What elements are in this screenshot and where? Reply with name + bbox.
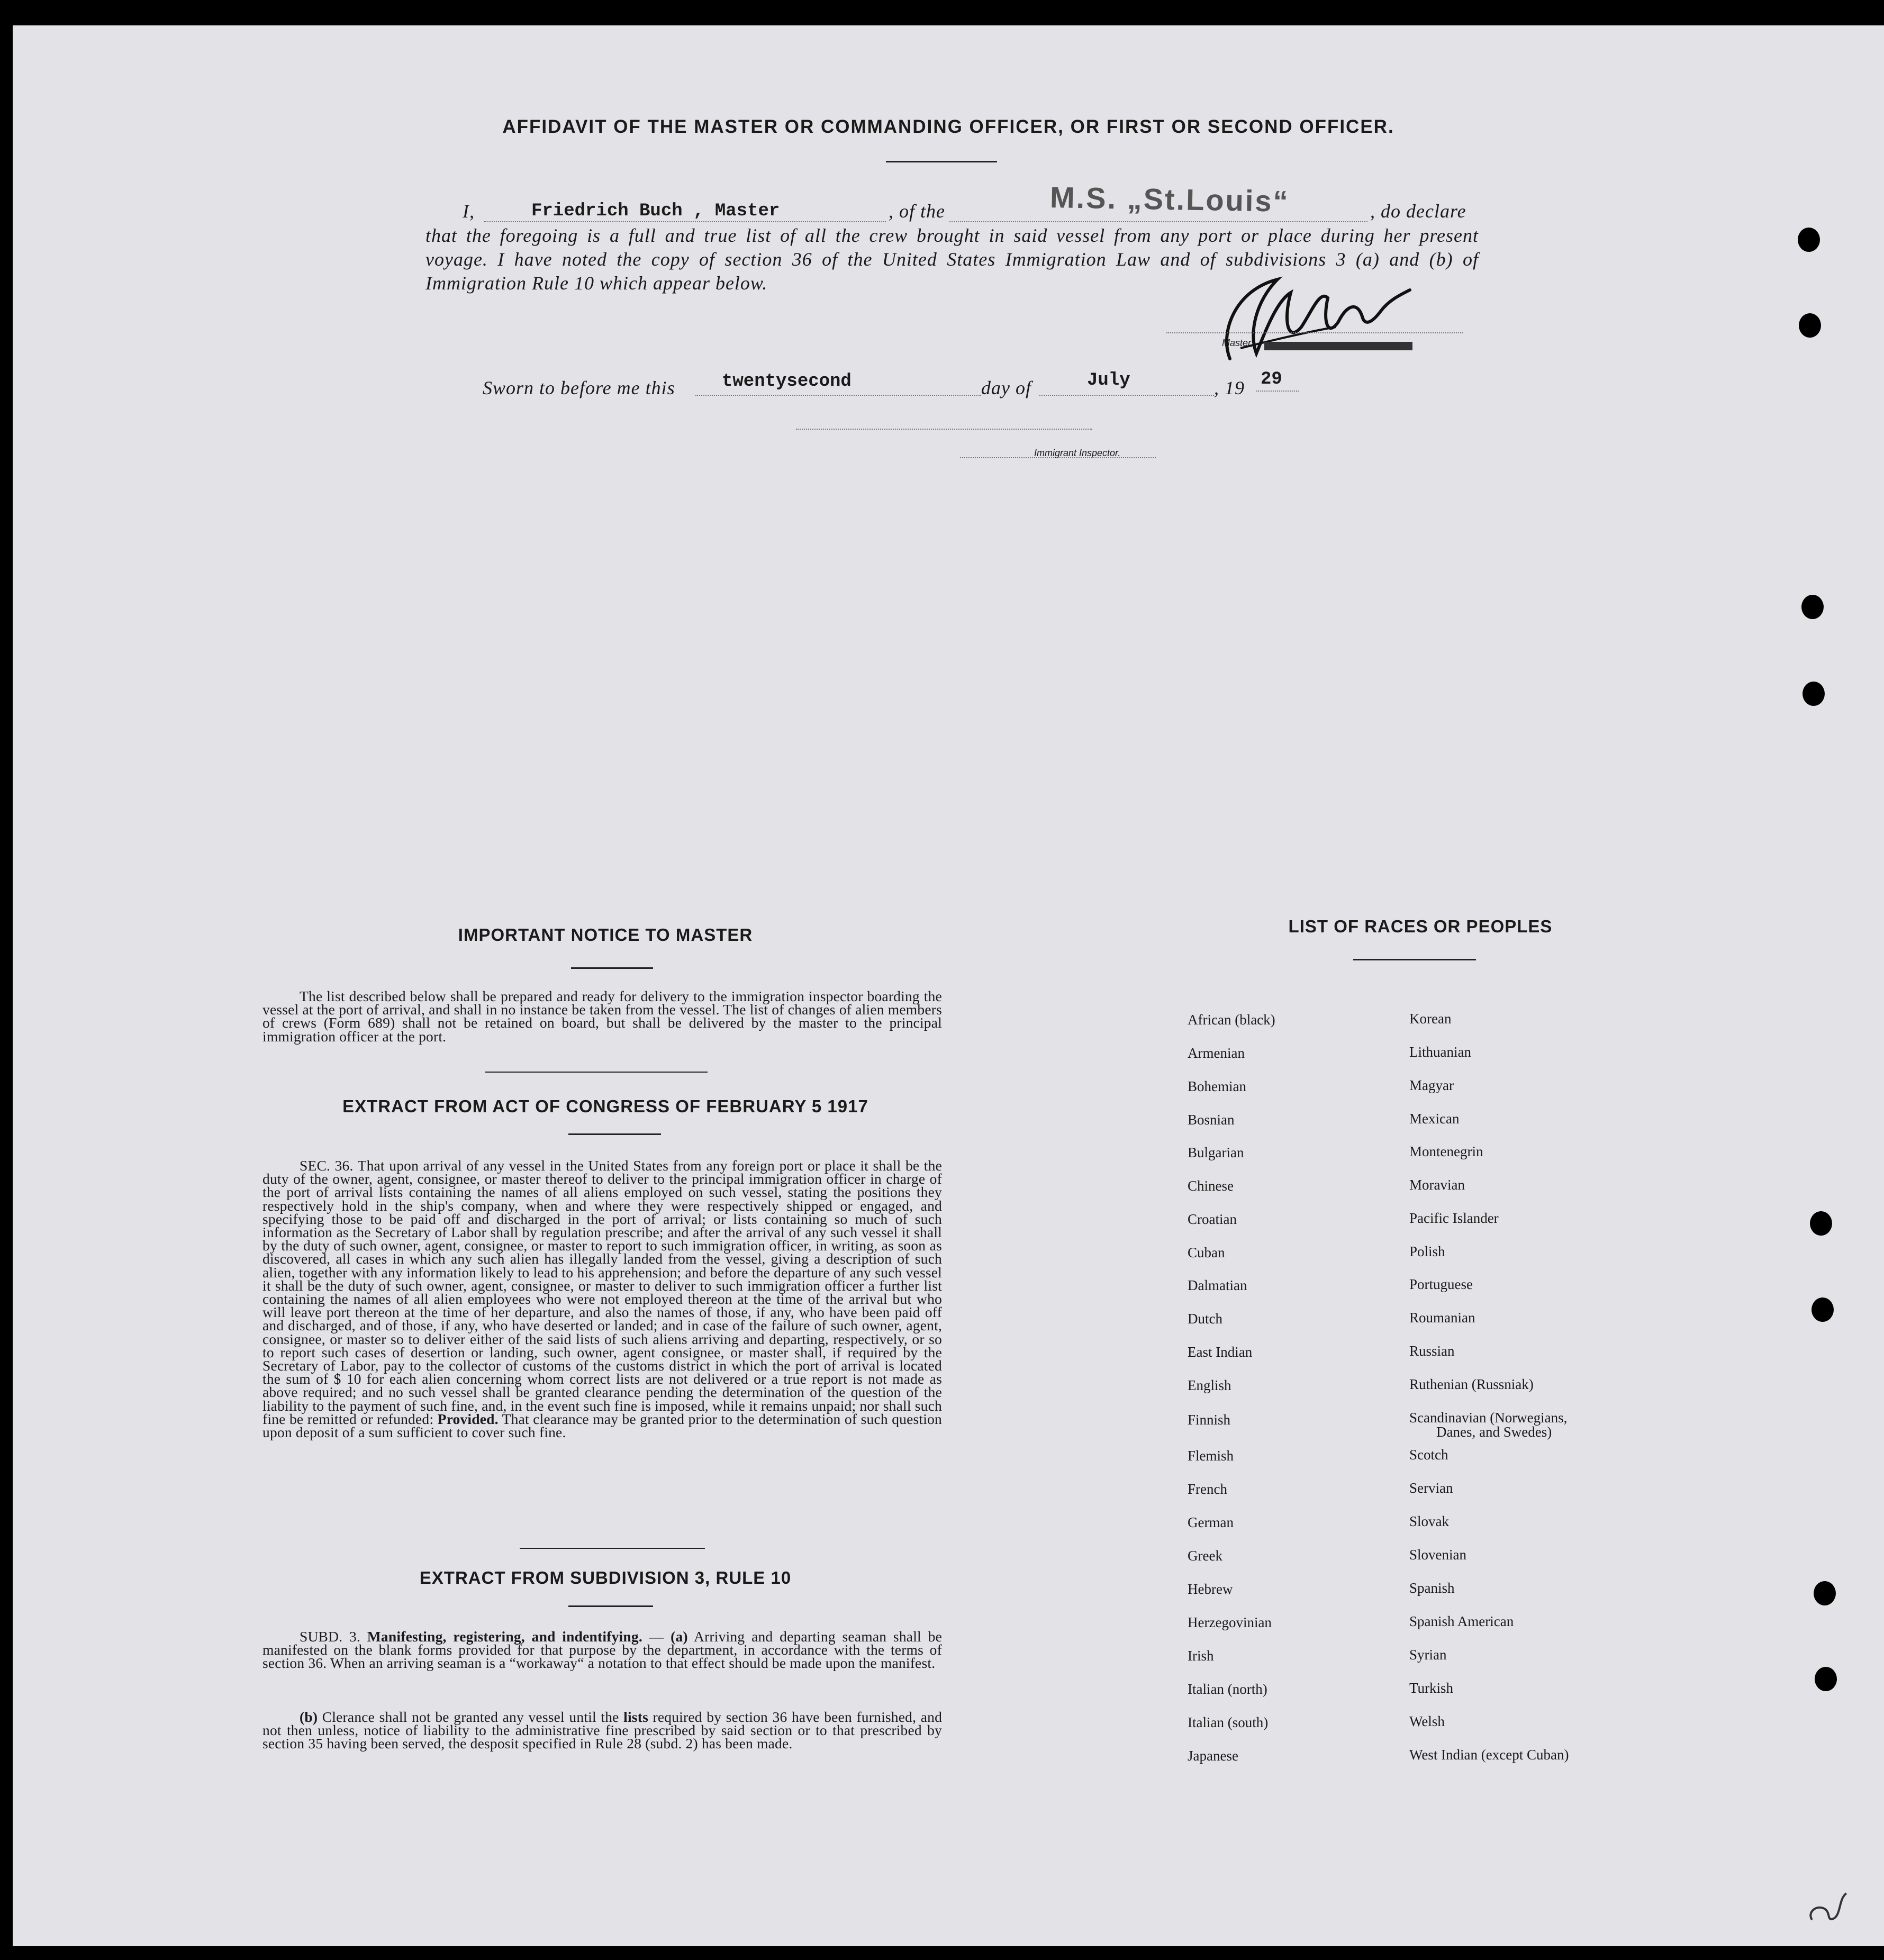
race-item: Danes, and Swedes) (1436, 1424, 1552, 1440)
race-item: Scandinavian (Norwegians, (1409, 1410, 1568, 1426)
race-item: Bohemian (1188, 1078, 1246, 1094)
race-item: Irish (1188, 1648, 1214, 1664)
binder-hole (1815, 1667, 1837, 1691)
sworn-month: July (1087, 370, 1130, 391)
i-label: I, (463, 201, 475, 222)
race-item: Roumanian (1409, 1310, 1475, 1326)
master-title-struck (1264, 342, 1412, 350)
race-item: Flemish (1188, 1448, 1234, 1464)
do-declare-label: , do declare (1370, 201, 1466, 222)
sworn-day-line (695, 395, 981, 396)
rule-text-a (262, 1630, 942, 1670)
sworn-day: twentysecond (722, 371, 852, 392)
subd-heading: Manifesting, registering, and indentifying. (367, 1628, 642, 1645)
race-item: Welsh (1409, 1713, 1445, 1729)
page-mark (1801, 1888, 1854, 1930)
sworn-label: Sworn to before me this (483, 377, 675, 398)
subd-a-text: Arriving and departing seaman shall be manifested on the blank forms provided for that purpose by the department, in accordance with the terms of section 36. When an arriving seaman is a “workaway“ a notation to that effect should be made upon the manifest. (262, 1628, 942, 1672)
race-item: German (1188, 1514, 1234, 1530)
race-item: Dalmatian (1188, 1277, 1247, 1293)
subd-b-text-2: required by section 36 have been furnished, and not then unless, notice of liability to the administrative fine prescribed by said section or to that prescribed by section 35 having been served, the desposit specified in Rule 28 (subd. 2) has been made. (262, 1709, 943, 1752)
notice-rule-2 (485, 1072, 708, 1073)
race-item: Polish (1409, 1244, 1445, 1259)
year-line (1256, 391, 1299, 392)
affidavit-line-3: voyage. I have noted the copy of section 36 of the United States Immigration Law and of subdivisions 3 (a) and (b) of (425, 249, 1479, 270)
subd-a-label: (a) (671, 1628, 688, 1645)
master-name-line (484, 221, 886, 222)
race-item: Servian (1409, 1480, 1453, 1496)
race-item: Chinese (1188, 1178, 1234, 1194)
race-item: Italian (south) (1188, 1714, 1269, 1730)
document-page (13, 25, 1884, 1946)
race-item: Korean (1409, 1011, 1452, 1027)
race-item: Bulgarian (1188, 1145, 1244, 1160)
race-item: Syrian (1409, 1647, 1447, 1663)
binder-hole (1810, 1211, 1832, 1236)
race-item: Pacific Islander (1409, 1210, 1499, 1226)
race-item: Portuguese (1409, 1276, 1473, 1292)
races-rule (1353, 959, 1476, 960)
rule-title-rule (568, 1605, 653, 1607)
sworn-month-line (1039, 395, 1214, 396)
race-item: Slovenian (1409, 1547, 1466, 1563)
race-item: Spanish American (1409, 1613, 1514, 1629)
affidavit-title: AFFIDAVIT OF THE MASTER OR COMMANDING OFFICER, OR FIRST OR SECOND OFFICER. (502, 116, 1394, 137)
binder-hole (1814, 1581, 1836, 1605)
vessel-stamp: M.S. „St.Louis“ (1049, 180, 1290, 218)
of-the-label: , of the (889, 201, 945, 222)
race-item: African (black) (1188, 1012, 1275, 1028)
race-item: Ruthenian (Russniak) (1409, 1376, 1534, 1392)
race-item: Japanese (1188, 1748, 1238, 1764)
act-text-proviso: Provided. (437, 1410, 499, 1427)
race-item: East Indian (1188, 1344, 1253, 1360)
year-prefix: , 19 (1214, 377, 1245, 398)
act-text-end: That clearance may be granted prior to the determination of such question upon deposit of a sum sufficient to cover such fine. (262, 1410, 942, 1441)
race-item: Scotch (1409, 1447, 1448, 1463)
subd-b-label: (b) (300, 1709, 318, 1725)
act-title: EXTRACT FROM ACT OF CONGRESS OF FEBRUARY 5 1917 (342, 1096, 868, 1116)
race-item: Moravian (1409, 1177, 1465, 1193)
vessel-line (949, 221, 1367, 222)
inspector-line-1 (796, 429, 1092, 430)
race-item: Lithuanian (1409, 1044, 1471, 1060)
race-item: Cuban (1188, 1245, 1225, 1260)
master-name: Friedrich Buch , Master (531, 201, 780, 221)
race-item: Finnish (1188, 1412, 1231, 1428)
notice-rule (571, 967, 653, 969)
race-item: Bosnian (1188, 1112, 1235, 1128)
binder-hole (1799, 313, 1821, 338)
race-item: Spanish (1409, 1580, 1455, 1596)
binder-hole (1801, 595, 1824, 619)
binder-hole (1798, 228, 1820, 252)
race-item: West Indian (except Cuban) (1409, 1747, 1569, 1763)
master-label: Master, (1222, 338, 1254, 348)
subd-label: SUBD. 3. (300, 1628, 361, 1645)
race-item: Hebrew (1188, 1581, 1233, 1597)
inspector-label: Immigrant Inspector. (1034, 448, 1121, 458)
races-title: LIST OF RACES OR PEOPLES (1288, 917, 1553, 936)
race-item: Croatian (1188, 1211, 1237, 1227)
race-item: Mexican (1409, 1111, 1460, 1127)
affidavit-line-2: that the foregoing is a full and true list of all the crew brought in said vessel from any port or place during her present (425, 225, 1479, 246)
act-rule-2 (520, 1548, 705, 1549)
race-item: Slovak (1409, 1513, 1450, 1529)
race-item: Montenegrin (1409, 1144, 1483, 1159)
race-item: Herzegovinian (1188, 1614, 1272, 1630)
day-of-label: day of (981, 377, 1031, 398)
race-item: Magyar (1409, 1077, 1454, 1093)
act-rule (568, 1133, 661, 1135)
race-item: Dutch (1188, 1311, 1222, 1327)
binder-hole (1811, 1297, 1834, 1322)
race-item: French (1188, 1481, 1227, 1497)
signature-line (1166, 332, 1463, 333)
race-item: English (1188, 1377, 1231, 1393)
act-text (262, 1159, 942, 1439)
affidavit-line-4: Immigration Rule 10 which appear below. (425, 273, 768, 294)
rule-text-b (262, 1710, 942, 1750)
title-rule (886, 161, 997, 162)
race-item: Turkish (1409, 1680, 1454, 1696)
notice-text: The list described below shall be prepared and ready for delivery to the immigration inspector boarding the vessel at the port of arrival, and shall in no instance be taken from the vessel. The list of changes of alien members of crews (Form 689) shall not be retained on board, but shall be delivered by the master to the principal immigration officer at the port. (262, 988, 942, 1045)
race-item: Armenian (1188, 1045, 1245, 1061)
subd-b-text-1: Clerance shall not be granted any vessel until the (322, 1709, 619, 1725)
subd-dash: — (642, 1628, 671, 1645)
act-text-main: SEC. 36. That upon arrival of any vessel in the United States from any foreign port or place it shall be the duty of the owner, agent, consignee, or master thereof to deliver to the principal immigration officer in charge of the port of arrival lists containing the names of all aliens employed on such vessel, stating the positions they respectively hold in the ship's company, when and where they were respectively shipped or engaged, and specifying those to be paid off and discharged in the port of arrival; or lists containing so much of such information as the Secretary of Labor shall by regulation prescribe; and after the arrival of any such vessel it shall by the duty of such owner, agent, consignee, or master to report to such immigration officer, in writing, as soon as discovered, all cases in which any such alien has illegally landed from the vessel, giving a description of such alien, together with any information likely to lead to his apprehension; and before the departure of any such vessel it shall be the duty of such owner, agent, consignee, or master to deliver to such immigration officer a further list containing the names of all alien employees who were not employed thereon at the time of the arrival but who will leave port thereon at the time of her departure, and also the names of those, if any, who have been paid off and discharged, and of those, if any, who have deserted or landed; and in case of the failure of such owner, agent, consignee, or master so to deliver either of the said lists of such aliens arriving and departing, respectively, or so to report such cases of desertion or landing, such owner, agent consignee, or master shall, if required by the Secretary of Labor, pay to the collector of customs of the customs district in which the port of arrival is located the sum of $ 10 for each alien concerning whom correct lists are not delivered or a true report is not made as above required; and no such vessel shall be granted clearance pending the determination of the question of the liability to the payment of such fine, and, in the event such fine is imposed, while it remains unpaid; nor shall such fine be remitted or refunded: (262, 1157, 942, 1427)
master-signature (1198, 269, 1420, 369)
race-item: Greek (1188, 1548, 1222, 1564)
rule-title: EXTRACT FROM SUBDIVISION 3, RULE 10 (419, 1568, 792, 1587)
race-item: Russian (1409, 1343, 1455, 1359)
year-suffix: 29 (1261, 369, 1282, 389)
binder-hole (1803, 682, 1825, 706)
notice-title: IMPORTANT NOTICE TO MASTER (458, 925, 753, 945)
race-item: Italian (north) (1188, 1681, 1267, 1697)
subd-b-bold: lists (623, 1709, 648, 1725)
